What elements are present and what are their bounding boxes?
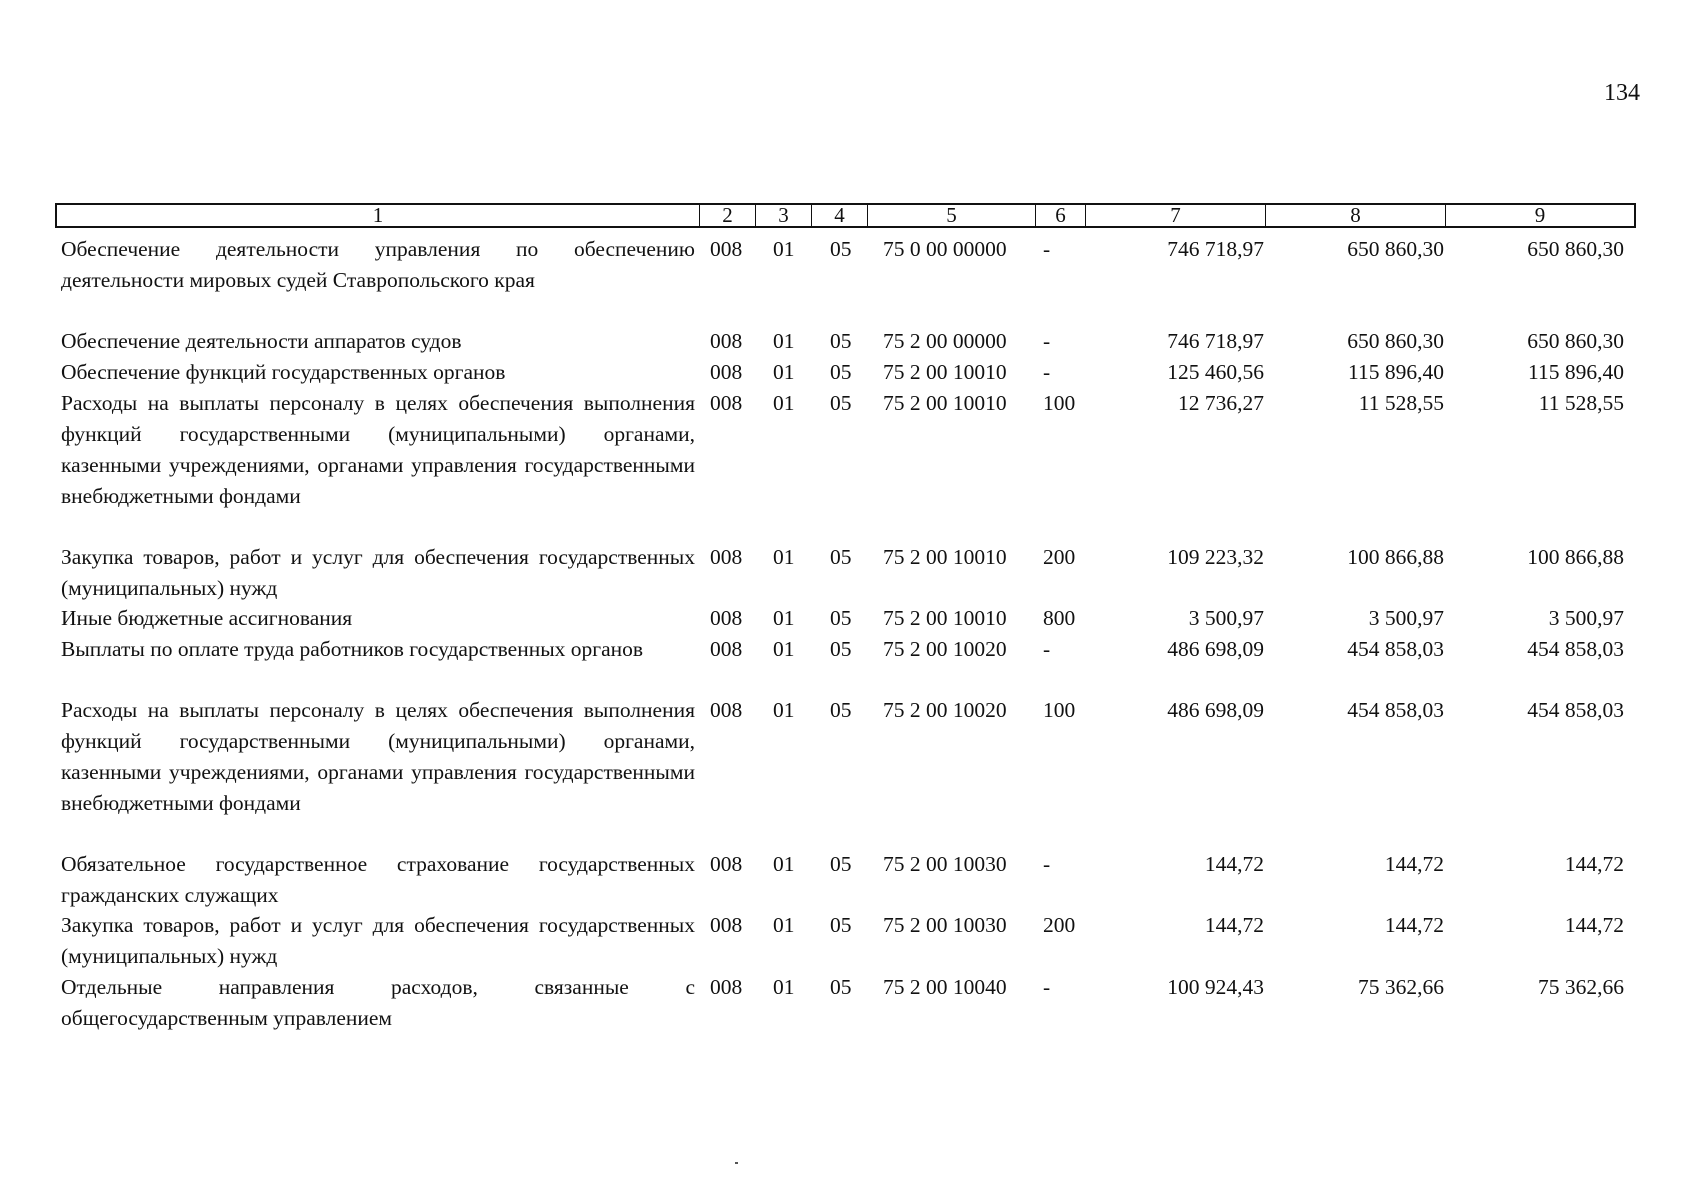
cell-target-article: 75 2 00 10010 xyxy=(883,360,1007,384)
header-cell-1: 1 xyxy=(372,203,384,227)
cell-subsection: 05 xyxy=(830,545,852,569)
header-cell-3: 3 xyxy=(755,205,811,226)
cell-expense-type: - xyxy=(1043,637,1051,661)
table-row xyxy=(0,695,1686,815)
cell-target-article: 75 2 00 00000 xyxy=(883,329,1007,353)
cell-amount-7: 144,72 xyxy=(1204,852,1264,876)
cell-subsection: 05 xyxy=(830,360,852,384)
header-cell-2: 2 xyxy=(699,205,755,226)
cell-expense-type: - xyxy=(1043,237,1051,261)
cell-target-article: 75 2 00 10030 xyxy=(883,913,1007,937)
cell-expense-type: - xyxy=(1043,852,1051,876)
cell-target-article: 75 2 00 10040 xyxy=(883,975,1007,999)
row-name: Выплаты по оплате труда работников государственных органов xyxy=(61,637,644,661)
cell-target-article: 75 2 00 10020 xyxy=(883,698,1007,722)
cell-section: 01 xyxy=(773,237,795,261)
cell-amount-8: 3 500,97 xyxy=(1368,606,1444,630)
cell-target-article: 75 2 00 10010 xyxy=(883,391,1007,415)
cell-section: 01 xyxy=(773,698,795,722)
cell-target-article: 75 2 00 10010 xyxy=(883,545,1007,569)
row-name: Расходы на выплаты персоналу в целях обеспечения выполнения функций государственными (муниципальными) органами, казенными учреждениями, органами управления государственными внебюджетными фондами xyxy=(61,391,695,508)
cell-amount-8: 144,72 xyxy=(1384,852,1444,876)
cell-amount-7: 125 460,56 xyxy=(1167,360,1264,384)
table-row xyxy=(0,542,1686,600)
cell-subsection: 05 xyxy=(830,698,852,722)
cell-subsection: 05 xyxy=(830,637,852,661)
cell-ministry-code: 008 xyxy=(710,975,743,999)
cell-section: 01 xyxy=(773,975,795,999)
cell-amount-7: 486 698,09 xyxy=(1167,698,1264,722)
cell-ministry-code: 008 xyxy=(710,329,743,353)
header-cell-7: 7 xyxy=(1085,205,1265,226)
row-name: Закупка товаров, работ и услуг для обеспечения государственных (муниципальных) нужд xyxy=(61,913,695,968)
cell-amount-7: 746 718,97 xyxy=(1167,237,1264,261)
cell-amount-9: 3 500,97 xyxy=(1548,606,1624,630)
cell-amount-8: 115 896,40 xyxy=(1348,360,1444,384)
table-row xyxy=(0,388,1686,508)
table-header-row xyxy=(55,203,1636,228)
cell-amount-8: 11 528,55 xyxy=(1358,391,1444,415)
cell-subsection: 05 xyxy=(830,913,852,937)
header-cell-8: 8 xyxy=(1265,205,1445,226)
cell-subsection: 05 xyxy=(830,391,852,415)
cell-section: 01 xyxy=(773,852,795,876)
cell-amount-8: 144,72 xyxy=(1384,913,1444,937)
cell-section: 01 xyxy=(773,913,795,937)
cell-ministry-code: 008 xyxy=(710,606,743,630)
header-cell-6: 6 xyxy=(1035,205,1085,226)
cell-amount-9: 650 860,30 xyxy=(1527,329,1624,353)
cell-expense-type: - xyxy=(1043,329,1051,353)
cell-amount-9: 100 866,88 xyxy=(1527,545,1624,569)
header-cell-5: 5 xyxy=(867,205,1035,226)
cell-expense-type: - xyxy=(1043,975,1051,999)
cell-amount-9: 75 362,66 xyxy=(1538,975,1624,999)
cell-amount-9: 144,72 xyxy=(1564,852,1624,876)
cell-ministry-code: 008 xyxy=(710,637,743,661)
cell-amount-7: 12 736,27 xyxy=(1178,391,1264,415)
cell-amount-9: 454 858,03 xyxy=(1527,698,1624,722)
cell-amount-7: 100 924,43 xyxy=(1167,975,1264,999)
cell-section: 01 xyxy=(773,545,795,569)
cell-target-article: 75 2 00 10030 xyxy=(883,852,1007,876)
cell-amount-8: 650 860,30 xyxy=(1347,237,1444,261)
cell-amount-8: 454 858,03 xyxy=(1347,698,1444,722)
table-row xyxy=(0,603,1686,630)
cell-ministry-code: 008 xyxy=(710,391,743,415)
row-name: Обеспечение деятельности управления по обеспечению деятельности мировых судей Ставропольского края xyxy=(61,237,695,292)
cell-amount-8: 75 362,66 xyxy=(1358,975,1444,999)
table-row xyxy=(0,634,1686,661)
cell-ministry-code: 008 xyxy=(710,913,743,937)
cell-section: 01 xyxy=(773,391,795,415)
cell-section: 01 xyxy=(773,637,795,661)
table-row xyxy=(0,910,1686,968)
cell-expense-type: 200 xyxy=(1043,913,1076,937)
cell-ministry-code: 008 xyxy=(710,545,743,569)
row-name: Обязательное государственное страхование государственных гражданских служащих xyxy=(61,852,695,907)
cell-subsection: 05 xyxy=(830,237,852,261)
row-name: Отдельные направления расходов, связанные с общегосударственным управлением xyxy=(61,975,695,1030)
scan-speck xyxy=(735,1162,738,1164)
table-row xyxy=(0,234,1686,292)
cell-subsection: 05 xyxy=(830,606,852,630)
header-cell-9: 9 xyxy=(1445,205,1634,226)
cell-amount-8: 100 866,88 xyxy=(1347,545,1444,569)
cell-target-article: 75 2 00 10020 xyxy=(883,637,1007,661)
cell-expense-type: 800 xyxy=(1043,606,1076,630)
cell-ministry-code: 008 xyxy=(710,698,743,722)
row-name: Иные бюджетные ассигнования xyxy=(61,606,353,630)
page-number: 134 xyxy=(1604,80,1640,106)
cell-expense-type: 100 xyxy=(1043,698,1076,722)
cell-amount-9: 650 860,30 xyxy=(1527,237,1624,261)
cell-ministry-code: 008 xyxy=(710,852,743,876)
cell-section: 01 xyxy=(773,606,795,630)
cell-amount-7: 109 223,32 xyxy=(1167,545,1264,569)
cell-expense-type: - xyxy=(1043,360,1051,384)
cell-amount-7: 3 500,97 xyxy=(1188,606,1264,630)
table-row xyxy=(0,849,1686,907)
header-cell-4: 4 xyxy=(811,205,867,226)
cell-target-article: 75 2 00 10010 xyxy=(883,606,1007,630)
cell-section: 01 xyxy=(773,329,795,353)
cell-amount-8: 454 858,03 xyxy=(1347,637,1444,661)
cell-amount-9: 11 528,55 xyxy=(1538,391,1624,415)
cell-amount-7: 144,72 xyxy=(1204,913,1264,937)
row-name: Закупка товаров, работ и услуг для обеспечения государственных (муниципальных) нужд xyxy=(61,545,695,600)
cell-subsection: 05 xyxy=(830,329,852,353)
cell-amount-9: 144,72 xyxy=(1564,913,1624,937)
cell-expense-type: 100 xyxy=(1043,391,1076,415)
cell-subsection: 05 xyxy=(830,852,852,876)
row-name: Обеспечение функций государственных органов xyxy=(61,360,506,384)
cell-amount-7: 746 718,97 xyxy=(1167,329,1264,353)
cell-amount-9: 115 896,40 xyxy=(1528,360,1624,384)
table-row xyxy=(0,972,1686,1030)
table-row xyxy=(0,357,1686,384)
cell-amount-8: 650 860,30 xyxy=(1347,329,1444,353)
row-name: Расходы на выплаты персоналу в целях обеспечения выполнения функций государственными (муниципальными) органами, казенными учреждениями, органами управления государственными внебюджетными фондами xyxy=(61,698,695,815)
cell-expense-type: 200 xyxy=(1043,545,1076,569)
cell-target-article: 75 0 00 00000 xyxy=(883,237,1007,261)
cell-section: 01 xyxy=(773,360,795,384)
cell-amount-7: 486 698,09 xyxy=(1167,637,1264,661)
cell-subsection: 05 xyxy=(830,975,852,999)
cell-ministry-code: 008 xyxy=(710,360,743,384)
table-row xyxy=(0,326,1686,353)
cell-amount-9: 454 858,03 xyxy=(1527,637,1624,661)
cell-ministry-code: 008 xyxy=(710,237,743,261)
row-name: Обеспечение деятельности аппаратов судов xyxy=(61,329,462,353)
